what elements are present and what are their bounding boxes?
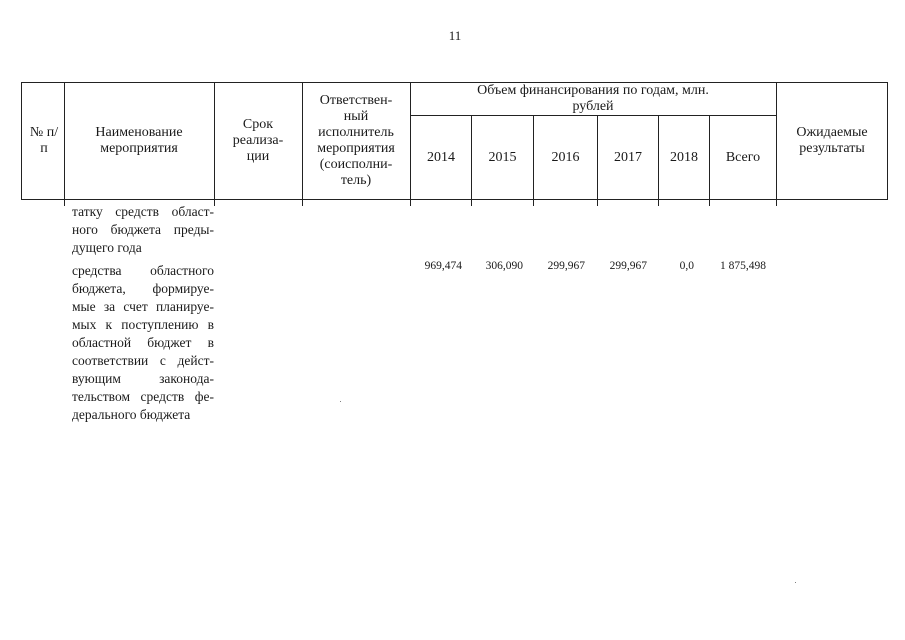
row-2-value-total: 1 875,498 bbox=[720, 260, 766, 272]
header-term-text: Срок реализа-ции bbox=[232, 117, 284, 164]
row-2-value-2018: 0,0 bbox=[679, 260, 694, 272]
header-name bbox=[66, 84, 212, 198]
row-1-name: татку средств област-ного бюджета преды-дущего года bbox=[72, 204, 214, 255]
header-total: Всего bbox=[725, 150, 761, 165]
header-year-2016: 2016 bbox=[551, 150, 580, 165]
header-year-2015: 2015 bbox=[488, 150, 517, 165]
row-2-value-2017: 299,967 bbox=[609, 260, 647, 272]
col-divider-left-edge bbox=[21, 82, 22, 200]
header-funding-group bbox=[412, 84, 774, 114]
header-results-text: Ожидаемые результаты bbox=[796, 125, 868, 156]
table-top-border bbox=[21, 82, 888, 83]
table-header-bottom-border bbox=[21, 199, 888, 200]
page-number: 11 bbox=[448, 28, 462, 43]
row-2-value-2016: 299,967 bbox=[547, 260, 585, 272]
header-funding-group-text: Объем финансирования по годам, млн. рублей bbox=[477, 83, 709, 114]
header-year-2014: 2014 bbox=[427, 150, 455, 165]
scan-speck bbox=[795, 582, 796, 583]
row-2-value-2015: 306,090 bbox=[485, 260, 523, 272]
header-results bbox=[778, 84, 886, 198]
header-no-text: № п/п bbox=[29, 125, 59, 156]
row-2-value-2014: 969,474 bbox=[424, 260, 462, 272]
header-term bbox=[216, 84, 300, 198]
header-name-text: Наименование мероприятия bbox=[95, 125, 183, 156]
col-divider-term bbox=[302, 82, 303, 206]
scan-speck bbox=[340, 401, 341, 402]
col-divider-name bbox=[214, 82, 215, 206]
header-year-2017: 2017 bbox=[614, 150, 642, 165]
header-executor-text: Ответствен-ный исполнитель мероприятия (соисполни-тель) bbox=[317, 93, 395, 188]
col-divider-right-edge bbox=[887, 82, 888, 200]
row-2-name: средства областного бюджета, формируе-мые за счет планируе-мых к поступлению в областной бюджет в соответствии с дейст-вующим законода-тельством средств фе-дерального бюджета bbox=[72, 263, 214, 422]
col-divider-total bbox=[776, 82, 777, 206]
header-year-2018: 2018 bbox=[670, 150, 698, 165]
col-divider-no bbox=[64, 82, 65, 206]
funding-header-divider bbox=[410, 115, 776, 116]
header-no bbox=[26, 84, 62, 198]
header-executor bbox=[304, 84, 408, 198]
